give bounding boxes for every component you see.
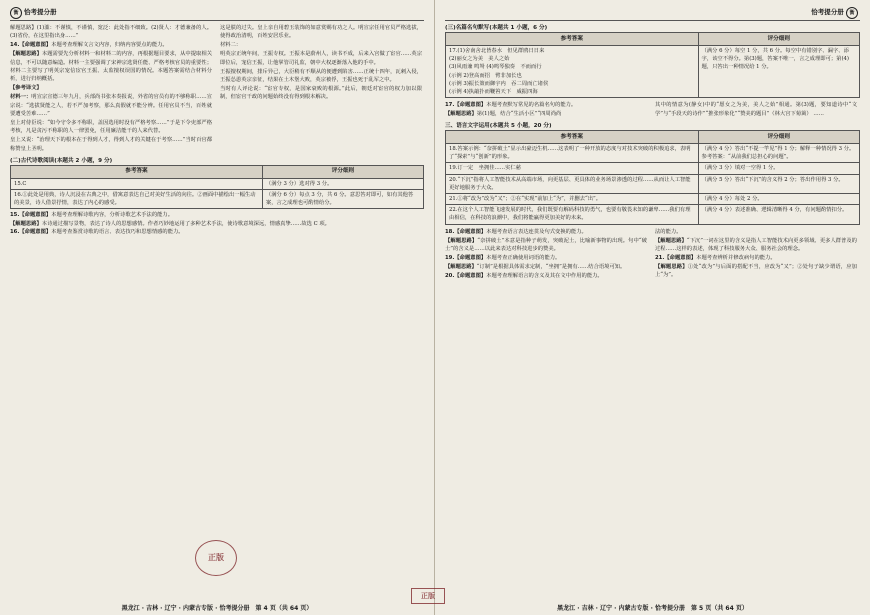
right-page-header [445, 6, 860, 21]
analysis-paragraph [655, 254, 857, 262]
right-bottom-columns [445, 228, 860, 281]
table-row [11, 178, 424, 189]
answer-cell: 22.在这个人工智能飞速发展的时代，我们既要有解码科技的勇气，也要有敬畏未知的谦卑……我们有理由相信，在科技的浪潮中，我们将能赢得更加美好的未来。 [446, 205, 699, 224]
analysis-paragraph [445, 254, 647, 262]
paragraph-text: 本题考查默写常见的名篇名句的能力。 [486, 102, 577, 109]
paragraph-tag: 【参考译文】 [10, 85, 42, 92]
rule-cell: （满分 4 分）每处 2 分。 [698, 194, 859, 205]
paragraph-tag: 20.【命题意图】 [445, 272, 487, 279]
analysis-paragraph [655, 237, 857, 254]
paragraph-tag: 16.【命题意图】 [10, 229, 52, 236]
analysis-paragraph [445, 272, 647, 280]
left-header-brand [10, 7, 57, 19]
paragraph-text: 本题考查鉴赏诗歌的语言、表达技巧和思想情感的能力。 [51, 229, 184, 236]
paragraph-tag: 【解题思路】 [10, 220, 42, 227]
recite-section-title: (三)名篇名句默写(本题共 1 小题，6 分) [445, 25, 548, 31]
left-page-header [10, 6, 424, 21]
answer-cell [446, 46, 699, 98]
right-bottom-right [655, 228, 857, 281]
paragraph-tag: 【解题思路】 [10, 51, 42, 58]
rule-cell: （满分 3 分）选对得 3 分。 [262, 178, 423, 189]
analysis-paragraph [10, 41, 212, 49]
analysis-paragraph: 其中的情意为(静女)中的“愿女之为美，美人之始”相通。第(3)题，要知道诗中“文学”与“手段天的诗作”“推张形象化”“赞美的题目”（林大宫下菊篱） …… [655, 102, 857, 117]
analysis-paragraph [10, 228, 424, 236]
language-answer-table [445, 130, 860, 225]
analysis-paragraph [10, 93, 212, 118]
left-header-label: 恰考提分册 [24, 8, 57, 16]
brand-logo-icon: 衡 [10, 7, 22, 19]
right-17-right [655, 101, 857, 119]
paragraph-text: 王振擅权期间，排斥异己，大臣稍有不顺从的便遭到陷害……正统十四年，瓦剌入侵，王振怂恿英宗亲征，结果在土木堡大败，英宗被俘，王振也死于乱军之中。 [220, 68, 422, 83]
paragraph-text: 本题考查理解文言文内容，归纳内容要点的能力。 [51, 42, 168, 49]
answer-cell: 20.“下沉”指将人工智能技术从高端市场，向更基层、更具体的业务场景渗透的过程……从而让人工智能更好地服务于大众。 [446, 174, 699, 193]
copyright-stamp: 正版 [411, 588, 445, 604]
answer-line: (2)丽女之为美 美人之始 [449, 56, 510, 63]
table-row [11, 189, 424, 208]
recite-answer-table [445, 32, 860, 98]
right-header-label: 恰考提分册 [811, 8, 844, 16]
paragraph-text: 当时有人评论说：“宦官专权，是国家衰败的根源。”此后，朝廷对宦官的权力加以限制，但宦官干政的问题始终没有得到根本解决。 [220, 85, 422, 101]
language-section-title: 三、语言文字运用(本题共 5 小题，20 分) [445, 123, 552, 130]
paragraph-tag: 【解题思路】 [445, 263, 477, 270]
paragraph-text: 本题考查语言表达连贯及句式变换的能力。 [486, 228, 587, 235]
paragraph-text: “订制”是根据具体需求定制，“坐拥”是拥有……结合语境可知。 [476, 263, 626, 270]
paragraph-tag: 14.【命题意图】 [10, 42, 52, 49]
left-page-footer: 黑龙江 · 吉林 · 辽宁 · 内蒙古专版 · 恰考提分册 第 4 页（共 64 页） [121, 605, 313, 612]
paragraph-text: 本题考查辨析并修改病句的能力。 [696, 254, 776, 261]
paragraph-text: 材料二： [220, 42, 242, 49]
paragraph-tag: 19.【命题意图】 [445, 254, 487, 261]
analysis-paragraph [10, 136, 212, 153]
poetry-section-title: (二)古代诗歌阅读(本题共 2 小题，9 分) [10, 157, 113, 164]
right-bottom-left [445, 228, 647, 281]
paragraph-text: 本题考查理解诗歌内容，分析诗歌艺术手法的能力。 [51, 212, 174, 219]
answer-line: (示例 3)振长策而御宇内 吞二周而亡诸侯 [449, 80, 549, 87]
analysis-paragraph [10, 220, 424, 228]
table-head-answer: 参考答案 [446, 33, 699, 46]
analysis-paragraph [655, 263, 857, 280]
analysis-paragraph [220, 85, 422, 102]
analysis-paragraph [445, 101, 647, 109]
answer-line: (示例 2)登高而招 臂非加长也 [449, 72, 522, 79]
paragraph-tag: 17.【命题意图】 [445, 102, 487, 109]
paragraph-text: 这是朕的过失。皇上亲自用碧玉装饰的如意赏赐有功之人。明宣宗任用官员严格选拔，使得政治清明，百姓安居乐业。 [220, 25, 422, 40]
answer-cell: 21.①将“改为”改为“又”；②在“实现”前加上“为”，并删去“出”。 [446, 194, 699, 205]
left-analysis [10, 211, 424, 236]
paragraph-tag: 21.【命题意图】 [655, 254, 697, 261]
paragraph-text: 明英宗正统年间，王振专权。王振本是蔚州人，读书不成，后来入宫做了宦官……英宗即位后，宠信王振，让他掌管司礼监，朝中大权逐渐落入他的手中。 [220, 51, 422, 66]
answer-cell: 16.①此处是用典，诗人沉浸在古典之中，借寓意表达自己对美好生活的向往。②画面中描绘出一幅生动的美景，诗人借景抒情，表达了内心的感受。 [11, 189, 263, 208]
answer-line: (3)风雨兼 鸣驽 (4)鸣琴独奏 不而而行 [449, 64, 542, 71]
left-text-columns [10, 24, 424, 154]
analysis-paragraph [10, 24, 212, 41]
paragraph-text: 本诗通过描写景物，表达了诗人的思想感情。作者巧妙地运用了多种艺术手法，使诗歌意境深远，情感真挚……故选 C 项。 [41, 220, 330, 227]
paragraph-tag: 15.【命题意图】 [10, 212, 52, 219]
paragraph-text: 第(1)题，结合“生活小区”“四周尚尚 [476, 111, 562, 118]
rule-cell: （满分 4 分）答出“不提一竿见”得 1 分；解释一种情况得 3 分。参考答案：“从前我们总担心的问题”。 [698, 144, 859, 163]
analysis-paragraph [10, 84, 212, 92]
table-row [446, 144, 860, 163]
paragraph-tag: 【解题思路】 [445, 237, 478, 244]
analysis-paragraph [220, 41, 422, 49]
table-head-rule: 评分细则 [698, 33, 859, 46]
paragraph-text: 皇上对侍臣说：“如今守令多不称职，盖因选用时没有严格考察……”于是下令吏部严格考核，凡是贪污不称职的人一律罢免，任用廉洁能干的人来代替。 [10, 119, 212, 135]
analysis-paragraph [445, 237, 647, 254]
paragraph-text: 法的能力。 [655, 228, 682, 235]
answer-cell: 15.C [11, 178, 263, 189]
table-head-rule: 评分细则 [262, 165, 423, 178]
paragraph-text: ①处“改为”与后面的搭配不当，应改为“又”；②处句子缺少谓语，应加上“为”。 [655, 263, 857, 279]
paragraph-text: “奈拼破土”本意是指种子萌发，突破泥土，比喻新事物的出现。句中“破土”的含义是……以此来表达对科技进步的赞美。 [445, 237, 647, 252]
analysis-paragraph [220, 68, 422, 85]
answer-line: (示例 4)执敲扑而鞭笞天下 威振四海 [449, 89, 538, 96]
table-head-answer: 参考答案 [446, 131, 699, 144]
paragraph-text: 本题需要先分析材料一和材料二的内容，再根据题目要求，从中提取相关信息，不可以随意编造。材料一主要强调了宋神宗选贤任能、严格考核官员的重要性；材料二主要写了明英宗宠信宦官王振、太监擅权误国的情况。本题答案需结合材料分析，进行归纳概括。 [10, 51, 212, 83]
copyright-stamp: 正版 [195, 540, 237, 576]
rule-cell: （满分 6 分）每点 3 分，共 6 分。意思答对即可，如有其他答案，言之成理也可酌情给分。 [262, 189, 423, 208]
rule-cell: （满分 4 分）表述准确、逻辑清晰得 4 分，有问题酌情扣分。 [698, 205, 859, 224]
table-head-answer: 参考答案 [11, 165, 263, 178]
poetry-answer-table [10, 165, 424, 210]
answer-line: 17.(1)舍南舍北皆春水 但见群鸥日日来 [449, 48, 545, 54]
rule-cell: （满分 3 分）填对一空得 1 分。 [698, 163, 859, 174]
paragraph-tag: 材料一： [10, 94, 32, 101]
analysis-paragraph [10, 50, 212, 84]
table-row [446, 163, 860, 174]
analysis-paragraph [445, 228, 647, 236]
analysis-paragraph [10, 211, 424, 219]
right-page-footer: 黑龙江 · 吉林 · 辽宁 · 内蒙古专版 · 恰考提分册 第 5 页（共 64 页） [557, 605, 748, 612]
paragraph-tag: 【解题思路】 [445, 111, 477, 118]
left-column-1 [10, 24, 212, 154]
table-row [446, 194, 860, 205]
paragraph-tag: 【解题思路】 [655, 237, 687, 244]
paragraph-tag: 18.【命题意图】 [445, 228, 487, 235]
paragraph-text: 明宣宗宣德三年九月，兵部尚书张本奏报说，外省的官员有的不够称职……宣宗说：“选拔贤能之人，若不严加考察，那么真假就不能分辨。任用官员不当，百姓就要遭受苦难……” [10, 94, 212, 118]
table-row [446, 174, 860, 193]
analysis-paragraph [220, 50, 422, 67]
table-row [446, 46, 860, 98]
analysis-paragraph [445, 110, 647, 118]
right-header-brand [811, 7, 860, 19]
table-row [446, 205, 860, 224]
analysis-paragraph [655, 228, 857, 236]
paragraph-text: “下沉”一词在这里的含义是指人工智能技术向更多领域、更多人群普及的过程……这样的表述，体现了科技服务大众、服务社会的理念。 [655, 237, 857, 252]
left-column-2 [220, 24, 422, 154]
analysis-paragraph [10, 119, 212, 136]
right-17-left [445, 101, 647, 119]
analysis-paragraph [445, 263, 647, 271]
right-17-columns [445, 101, 860, 119]
paragraph-text: 解题思路】(1)滥：不谨慎，不谨慎，宽泛：此处指不细致。(2)贤人：才德兼备的人。(3)省份，在这里指出身……” [10, 25, 212, 40]
table-head-rule: 评分细则 [698, 131, 859, 144]
rule-cell: （满分 6 分）每空 1 分，共 6 分。每空中有错别字、漏字、添字，该空不得分。第(3)题，答案不唯一，言之成理即可；第(4)题，只答出一种情况给 1 分。 [698, 46, 859, 98]
answer-cell: 18.答案示例：“奈拼破土”显示出豪迈生机……这表明了一种开放的态度与对技术突破的积极追求，表明了“探索”与“创新”的形象。 [446, 144, 699, 163]
paragraph-text: 本题考查正确使用词语的能力。 [486, 254, 561, 261]
right-page [435, 0, 870, 615]
analysis-paragraph [220, 24, 422, 41]
answer-cell: 19.订一定 坐拥佳……实仁慈 [446, 163, 699, 174]
paragraph-text: 皇上又说：“治理天下的根本在于得到人才，得到人才的关键在于考察……”当时百官都称赞皇上圣明。 [10, 137, 212, 152]
brand-logo-icon: 衡 [846, 7, 858, 19]
paragraph-tag: 【解题思路】 [655, 263, 688, 270]
rule-cell: （满分 5 分）答出“下沉”的含义得 2 分；答出作用得 3 分。 [698, 174, 859, 193]
paragraph-text: 本题考查理解语言的含义及其在文中作用的能力。 [486, 272, 603, 279]
